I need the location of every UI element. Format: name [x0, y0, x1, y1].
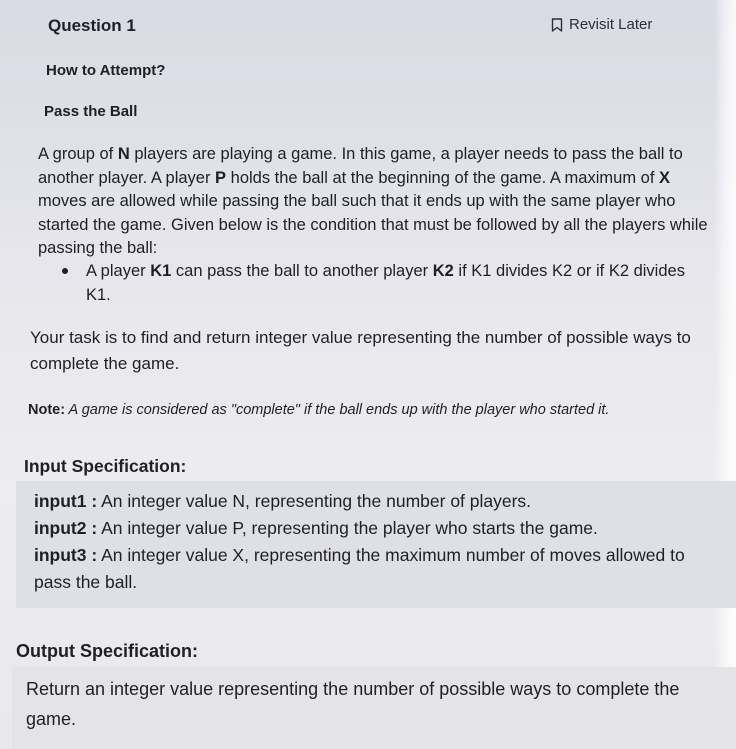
- problem-title: Pass the Ball: [44, 103, 138, 120]
- input-specification-heading: Input Specification:: [24, 456, 187, 476]
- bullet-icon: [62, 268, 68, 274]
- revisit-later-label: Revisit Later: [569, 16, 653, 33]
- rule-list-item: A player K1 can pass the ball to another player K2 if K1 divides K2 or if K2 divides K1.: [62, 259, 702, 307]
- input-spec-item: input2 : An integer value P, representing the player who starts the game.: [34, 518, 598, 538]
- revisit-later-button[interactable]: [551, 16, 652, 33]
- note-text: Note: A game is considered as "complete" if the ball ends up with the player who started it.: [28, 402, 610, 418]
- output-specification-text: Return an integer value representing the number of possible ways to complete the game.: [26, 679, 680, 729]
- input-spec-item: input3 : An integer value X, representing the maximum number of moves allowed to pass the ball.: [34, 545, 685, 592]
- input-spec-item: input1 : An integer value N, representing the number of players.: [34, 491, 532, 511]
- how-to-attempt-heading: How to Attempt?: [46, 62, 166, 79]
- question-title: Question 1: [48, 16, 136, 35]
- task-statement: Your task is to find and return integer value representing the number of possible ways to complete the game.: [30, 328, 691, 373]
- problem-description: A group of N players are playing a game. In this game, a player needs to pass the ball to another player. A player P holds the ball at the beginning of the game. A maximum of X moves are allowed while passing the ball such that it ends up with the same player who started the game. Given below is the condition that must be followed by all the players while passing the ball:: [38, 145, 708, 257]
- input-specification-list: [34, 488, 724, 596]
- output-specification-heading: Output Specification:: [16, 641, 198, 661]
- bookmark-icon: [551, 18, 563, 32]
